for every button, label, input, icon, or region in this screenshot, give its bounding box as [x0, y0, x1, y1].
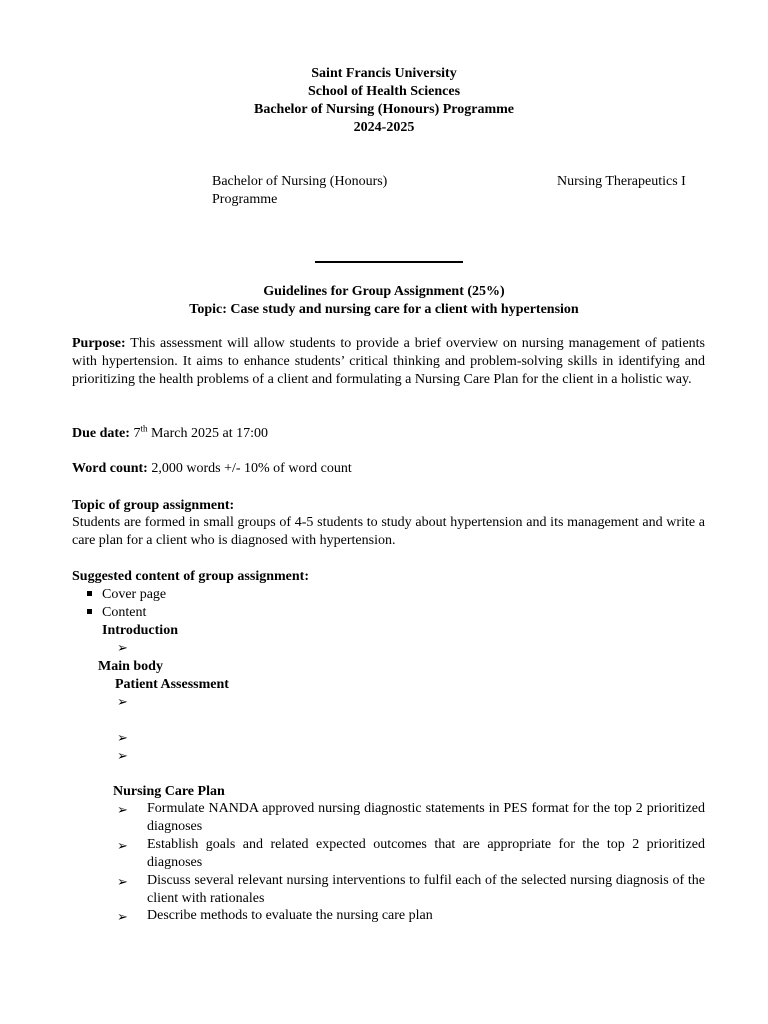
topic-title: Topic: Case study and nursing care for a client with hypertension — [189, 302, 579, 317]
content-heading: Suggested content of group assignment: — [72, 569, 309, 584]
arrow-bullet-icon: ➢ — [117, 730, 128, 745]
care-plan-item: Describe methods to evaluate the nursing care plan — [147, 908, 433, 923]
arrow-bullet-icon: ➢ — [117, 802, 128, 817]
purpose-text: This assessment will allow students to provide a brief overview on nursing management of patients with hypertension. It aims to enhance students’ critical thinking and problem-solving skills in identifying and prioritizing the health problems of a client and formulating a Nursing Care Plan for the client in a holistic way. — [72, 336, 705, 387]
horizontal-rule — [315, 261, 463, 263]
word-count-line — [72, 460, 705, 478]
topic-heading: Topic of group assignment: — [72, 498, 235, 513]
purpose-paragraph — [72, 335, 705, 389]
guidelines-title: Guidelines for Group Assignment (25%) — [263, 284, 505, 299]
square-bullet-icon — [87, 591, 92, 596]
square-bullet-icon — [87, 609, 92, 614]
bullet-cover-page: Cover page — [102, 587, 167, 602]
word-count-label: Word count: — [72, 461, 148, 476]
introduction-heading: Introduction — [102, 623, 178, 638]
due-date-suffix: th — [140, 423, 148, 434]
main-body-heading: Main body — [98, 659, 163, 674]
course-name: Nursing Therapeutics I — [557, 174, 686, 189]
arrow-bullet-icon: ➢ — [117, 909, 128, 924]
care-plan-item: Discuss several relevant nursing interventions to fulfil each of the selected nursing diagnosis of the client with rationales — [147, 873, 705, 906]
bullet-content: Content — [102, 605, 147, 620]
due-date-label: Due date: — [72, 426, 130, 441]
arrow-bullet-icon: ➢ — [117, 748, 128, 763]
word-count-text: 2,000 words +/- 10% of word count — [151, 461, 352, 476]
school-name: School of Health Sciences — [307, 84, 461, 99]
topic-text: Students are formed in small groups of 4-5 students to study about hypertension and its management and write a care plan for a client who is diagnosed with hypertension. — [72, 515, 705, 548]
academic-year: 2024-2025 — [353, 120, 415, 135]
arrow-bullet-icon: ➢ — [117, 694, 128, 709]
university-name: Saint Francis University — [311, 66, 457, 81]
programme-name: Bachelor of Nursing (Honours) Programme — [253, 102, 514, 117]
arrow-bullet-icon: ➢ — [117, 640, 128, 655]
care-plan-item: Establish goals and related expected outcomes that are appropriate for the top 2 prioritized diagnoses — [147, 837, 705, 870]
nursing-care-plan-heading: Nursing Care Plan — [113, 784, 225, 799]
purpose-label: Purpose: — [72, 336, 126, 351]
care-plan-item: Formulate NANDA approved nursing diagnostic statements in PES format for the top 2 prioritized diagnoses — [147, 801, 705, 834]
programme-label: Bachelor of Nursing (Honours) Programme — [212, 174, 388, 207]
patient-assessment-heading: Patient Assessment — [115, 677, 229, 692]
arrow-bullet-icon: ➢ — [117, 874, 128, 889]
assignment-title-block — [0, 283, 768, 319]
arrow-bullet-icon: ➢ — [117, 838, 128, 853]
document-header — [0, 65, 768, 137]
due-date-line — [72, 425, 705, 443]
due-date-day: 7 — [133, 426, 141, 441]
due-date-rest: March 2025 at 17:00 — [150, 426, 268, 441]
